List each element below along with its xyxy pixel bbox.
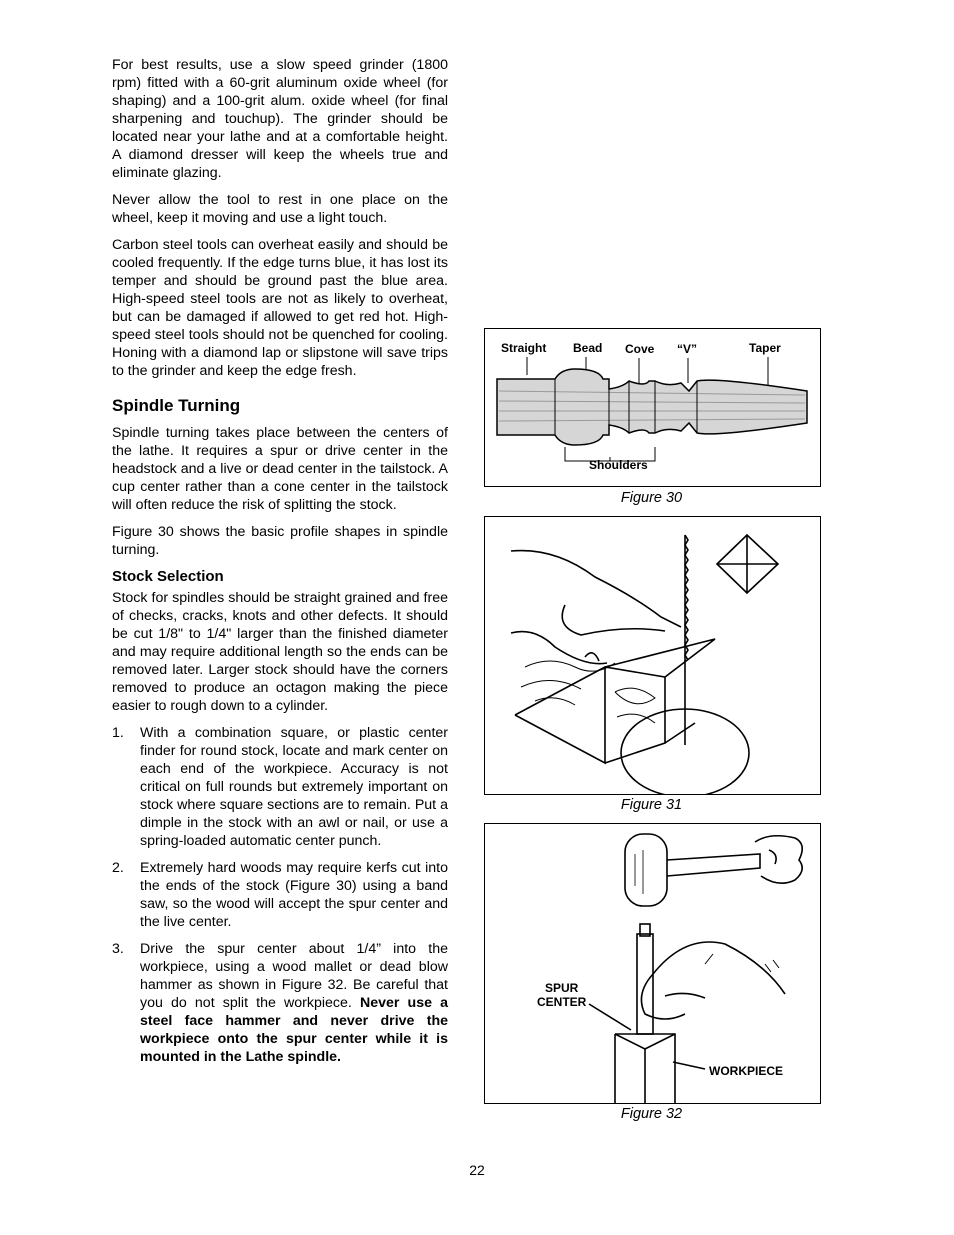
spindle-profiles-illustration: [485, 329, 820, 486]
step-text: Drive the spur center about 1/4” into the workpiece, using a wood mallet or dead blow hammer as shown in Figure 32. Be careful that you do not split the workpiece.: [140, 941, 448, 1011]
figure-32: [484, 823, 821, 1104]
step-number: 3.: [112, 941, 124, 957]
left-column: [112, 56, 448, 1075]
label-center: CENTER: [537, 995, 587, 1009]
figure-30: [484, 328, 821, 487]
paragraph-figure30-ref: Figure 30 shows the basic profile shapes in spindle turning.: [112, 524, 448, 558]
step-text: With a combination square, or plastic center finder for round stock, locate and mark center on each end of the workpiece. Accuracy is not critical on full rounds but extremely important on stock where square sections are to remain. Put a dimple in the stock with an awl or nail, or use a spring-loaded automatic center punch.: [140, 725, 448, 849]
label-straight: Straight: [501, 341, 547, 355]
spur-center-mallet-illustration: [485, 824, 820, 1103]
list-item: [112, 724, 448, 850]
step-number: 1.: [112, 725, 124, 741]
label-workpiece: WORKPIECE: [709, 1064, 784, 1078]
list-item: [112, 859, 448, 931]
paragraph-carbon-steel: Carbon steel tools can overheat easily and should be cooled frequently. If the edge turns blue, it has lost its temper and should be ground past the blue area. High-speed steel tools are not as likely to overheat, but can be damaged if allowed to get red hot. High-speed steel tools should not be quenched for cooling. Honing with a diamond lap or slipstone will save trips to the grinder and keep the edge fresh.: [112, 237, 448, 379]
list-item: [112, 940, 448, 1066]
label-cove: Cove: [625, 342, 655, 356]
step-warning: Never use a steel face hammer and never drive the workpiece onto the spur center while it is mounted in the Lathe spindle.: [140, 995, 448, 1065]
paragraph-stock-selection: Stock for spindles should be straight grained and free of checks, cracks, knots and other defects. It should be cut 1/8" to 1/4" larger than the finished diameter and may require additional length so the ends can be removed later. Larger stock should have the corners removed to produce an octagon making the piece easier to rough down to a cylinder.: [112, 590, 448, 714]
paragraph-grinder: For best results, use a slow speed grinder (1800 rpm) fitted with a 60-grit aluminum oxide wheel (for shaping) and a 100-grit alum. oxide wheel (for final sharpening and touchup). The grinder should be located near your lathe and at a comfortable height. A diamond dresser will keep the wheels true and eliminate glazing.: [112, 57, 448, 181]
label-spur: SPUR: [545, 981, 579, 995]
step-number: 2.: [112, 860, 124, 876]
band-saw-kerf-illustration: [485, 517, 820, 794]
steps-list: [112, 724, 448, 1066]
label-v: “V”: [677, 342, 698, 356]
subsection-heading: Stock Selection: [112, 568, 224, 585]
figure-31: [484, 516, 821, 795]
label-taper: Taper: [749, 341, 781, 355]
figure-30-caption: Figure 30: [620, 490, 683, 506]
step-text: Extremely hard woods may require kerfs cut into the ends of the stock (Figure 30) using a band saw, so the wood will accept the spur center and the live center.: [140, 860, 448, 930]
section-heading: Spindle Turning: [112, 396, 241, 415]
page-number: 22: [469, 1162, 485, 1178]
label-bead: Bead: [573, 341, 603, 355]
figure-31-caption: Figure 31: [620, 797, 683, 813]
label-shoulders: Shoulders: [589, 458, 648, 472]
paragraph-spindle-turning: Spindle turning takes place between the centers of the lathe. It requires a spur or drive center in the headstock and a live or dead center in the tailstock. A cup center rather than a cone center in the tailstock will often reduce the risk of splitting the stock.: [112, 425, 448, 513]
paragraph-tool-rest: Never allow the tool to rest in one place on the wheel, keep it moving and use a light touch.: [112, 192, 448, 226]
figure-32-caption: Figure 32: [620, 1106, 683, 1122]
